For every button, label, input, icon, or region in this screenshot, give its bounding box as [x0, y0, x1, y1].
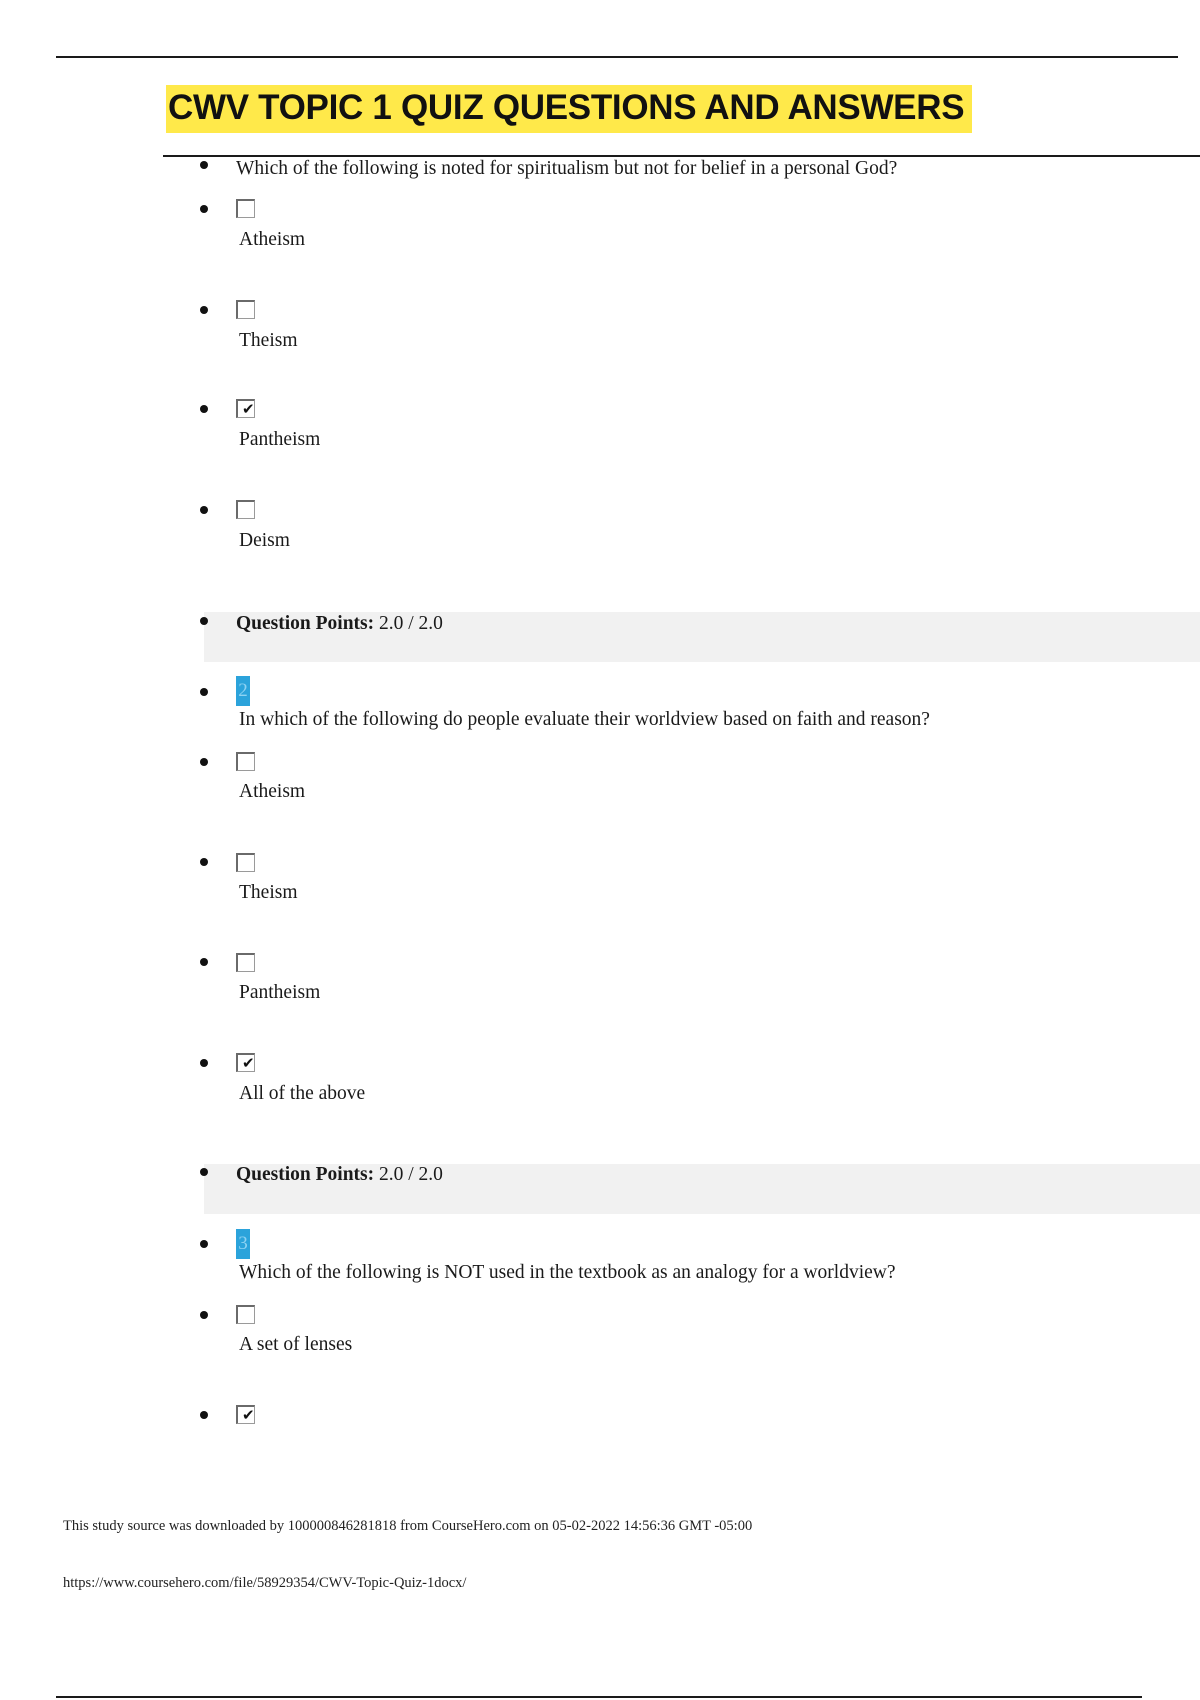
question-number-badge: 2	[236, 676, 250, 706]
bullet-icon	[200, 617, 208, 625]
question-3-prompt: Which of the following is NOT used in the textbook as an analogy for a worldview?	[239, 1262, 896, 1283]
bullet-icon	[200, 1311, 208, 1319]
bullet-icon	[200, 405, 208, 413]
bullet-icon	[200, 1240, 208, 1248]
option-checkbox[interactable]	[236, 953, 255, 972]
bullet-icon	[200, 1168, 208, 1176]
option-label: Theism	[239, 882, 298, 903]
points-value: 2.0 / 2.0	[379, 1164, 443, 1185]
option-checkbox[interactable]	[236, 1305, 255, 1324]
bullet-icon	[200, 1059, 208, 1067]
option-label: Pantheism	[239, 982, 321, 1003]
bullet-icon	[200, 758, 208, 766]
option-checkbox[interactable]	[236, 853, 255, 872]
question-points	[236, 612, 443, 636]
bullet-icon	[200, 858, 208, 866]
top-rule	[56, 56, 1178, 58]
question-number-badge: 3	[236, 1229, 250, 1259]
document-title: CWV TOPIC 1 QUIZ QUESTIONS AND ANSWERS	[166, 85, 972, 133]
option-checkbox[interactable]	[236, 500, 255, 519]
points-label: Question Points:	[236, 613, 375, 634]
bullet-icon	[200, 205, 208, 213]
question-points	[236, 1163, 443, 1187]
option-label: Atheism	[239, 229, 306, 250]
bullet-icon	[200, 958, 208, 966]
checkmark-icon: ✔	[242, 1054, 255, 1072]
option-checkbox-checked[interactable]	[236, 1405, 255, 1424]
option-label: Pantheism	[239, 429, 321, 450]
option-checkbox[interactable]	[236, 199, 255, 218]
bullet-icon	[200, 161, 208, 169]
question-2-prompt: In which of the following do people evaluate their worldview based on faith and reason?	[239, 709, 930, 730]
points-value: 2.0 / 2.0	[379, 613, 443, 634]
checkmark-icon: ✔	[242, 400, 255, 418]
option-label: All of the above	[239, 1083, 366, 1104]
option-checkbox-checked[interactable]	[236, 1053, 255, 1072]
option-label: Theism	[239, 330, 298, 351]
option-label: Atheism	[239, 781, 306, 802]
download-source-note: This study source was downloaded by 100000846281818 from CourseHero.com on 05-02-2022 14:56:36 GMT -05:00	[63, 1518, 753, 1534]
option-checkbox[interactable]	[236, 300, 255, 319]
bullet-icon	[200, 506, 208, 514]
title-highlight	[166, 85, 972, 133]
option-label: Deism	[239, 530, 290, 551]
bottom-rule	[56, 1696, 1142, 1698]
points-label: Question Points:	[236, 1164, 375, 1185]
option-label: A set of lenses	[239, 1334, 353, 1355]
question-1-prompt: Which of the following is noted for spiritualism but not for belief in a personal God?	[236, 158, 898, 179]
bullet-icon	[200, 688, 208, 696]
checkmark-icon: ✔	[242, 1406, 255, 1424]
bullet-icon	[200, 306, 208, 314]
option-checkbox[interactable]	[236, 752, 255, 771]
bullet-icon	[200, 1411, 208, 1419]
option-checkbox-checked[interactable]	[236, 399, 255, 418]
source-url[interactable]: https://www.coursehero.com/file/58929354/CWV-Topic-Quiz-1docx/	[63, 1575, 467, 1591]
